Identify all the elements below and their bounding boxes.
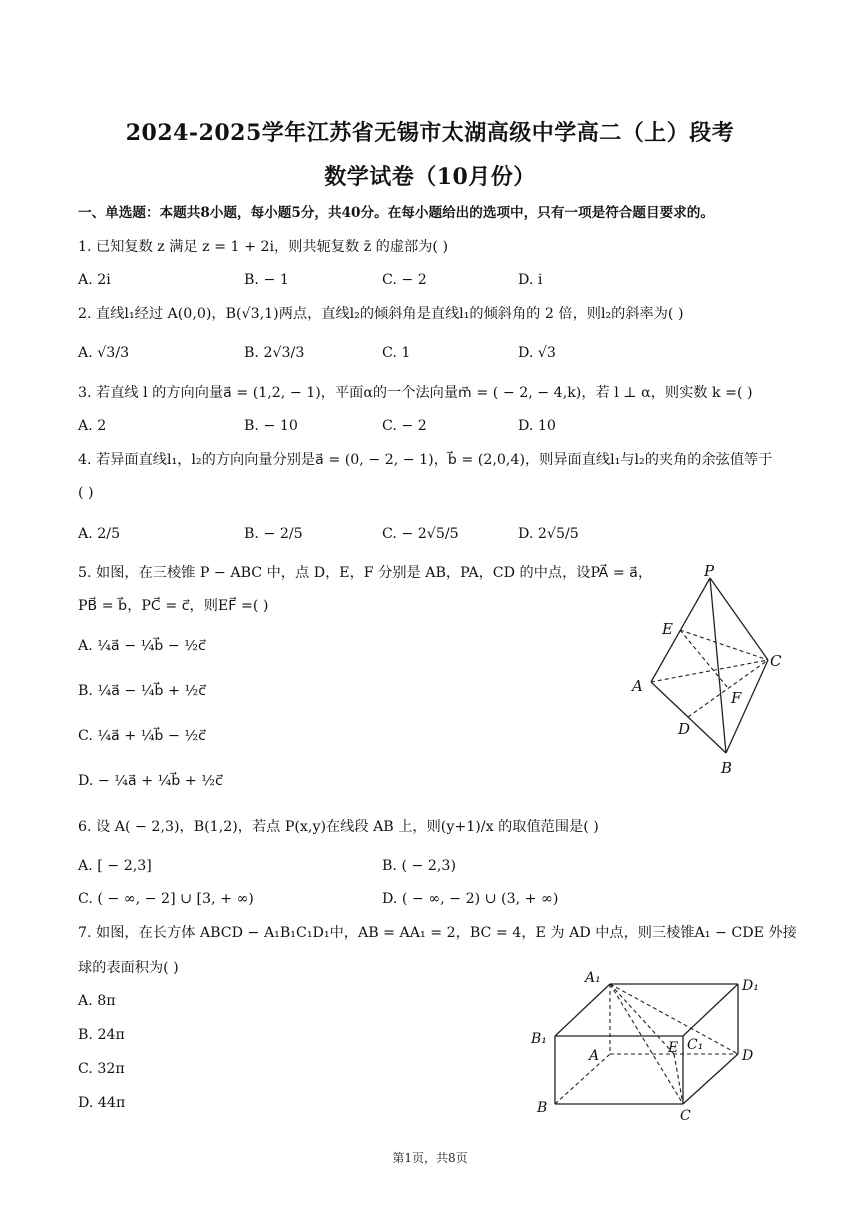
- label-D1: D₁: [742, 978, 759, 994]
- edge-AC: [651, 660, 768, 682]
- segment-DC: [688, 660, 768, 717]
- segment-A1E: [610, 984, 674, 1054]
- q3-option-c: C. − 2: [382, 418, 427, 434]
- exam-title-line2: 数学试卷（10月份）: [324, 164, 536, 190]
- q7-option-a: A. 8π: [78, 993, 116, 1009]
- label-C1: C₁: [687, 1037, 704, 1053]
- label-C: C: [770, 652, 782, 670]
- exam-title-line1: 2024-2025学年江苏省无锡市太湖高级中学高二（上）段考: [125, 120, 735, 146]
- q5-option-a: A. ¼a⃗ − ¼b⃗ − ½c⃗: [78, 638, 206, 654]
- label-B: B: [721, 759, 733, 777]
- cuboid-figure: [525, 962, 770, 1124]
- q6-option-a: A. [ − 2,3]: [78, 858, 152, 874]
- q2-stem: 2. 直线l₁经过 A(0,0)，B(√3,1)两点，直线l₂的倾斜角是直线l₁的倾斜角的 2 倍，则l₂的斜率为( ): [78, 306, 684, 322]
- label-F: F: [731, 689, 742, 707]
- q7-option-c: C. 32π: [78, 1061, 125, 1077]
- segment-EC: [680, 630, 768, 660]
- edge-PB: [710, 578, 726, 753]
- page-footer: 第1页，共8页: [392, 1151, 468, 1165]
- q7-option-d: D. 44π: [78, 1095, 126, 1111]
- label-A: A: [632, 677, 643, 695]
- q4-stem-continued: ( ): [78, 485, 94, 501]
- label-A1: A₁: [585, 970, 601, 986]
- q5-stem: 5. 如图，在三棱锥 P − ABC 中，点 D，E，F 分别是 AB，PA，CD 的中点，设PA⃗ = a⃗，: [78, 565, 653, 581]
- edge-AB: [651, 682, 726, 753]
- q1-option-c: C. − 2: [382, 272, 427, 288]
- q6-option-d: D. ( − ∞, − 2) ∪ (3, + ∞): [382, 891, 559, 907]
- pyramid-figure: [620, 560, 795, 778]
- q4-option-a: A. 2/5: [78, 526, 121, 542]
- section-heading: 一、单选题：本题共8小题，每小题5分，共40分。在每小题给出的选项中，只有一项是符合题目要求的。: [78, 205, 714, 221]
- q6-stem: 6. 设 A( − 2,3)，B(1,2)，若点 P(x,y)在线段 AB 上，则(y+1)/x 的取值范围是( ): [78, 819, 599, 835]
- q6-option-b: B. ( − 2,3): [382, 858, 456, 874]
- q3-option-d: D. 10: [518, 418, 556, 434]
- label-C: C: [680, 1108, 691, 1124]
- label-D: D: [678, 720, 691, 738]
- label-P: P: [704, 562, 715, 580]
- segment-EC: [674, 1054, 683, 1104]
- edge-BA: [555, 1054, 610, 1104]
- q5-option-c: C. ¼a⃗ + ¼b⃗ − ½c⃗: [78, 728, 206, 744]
- edge-B1A1: [555, 984, 610, 1036]
- q3-option-b: B. − 10: [244, 418, 298, 434]
- q4-option-c: C. − 2√5/5: [382, 526, 459, 542]
- q5-stem-continued: PB⃗ = b⃗，PC⃗ = c⃗，则EF⃗ =( ): [78, 598, 269, 614]
- q1-option-b: B. − 1: [244, 272, 289, 288]
- q2-option-c: C. 1: [382, 345, 411, 361]
- q2-option-a: A. √3/3: [78, 345, 130, 361]
- q3-stem: 3. 若直线 l 的方向向量a⃗ = (1,2, − 1)，平面α的一个法向量m⃗ = ( − 2, − 4,k)，若 l ⊥ α，则实数 k =( ): [78, 385, 753, 401]
- q2-option-d: D. √3: [518, 345, 556, 361]
- q3-option-a: A. 2: [78, 418, 107, 434]
- q1-stem: 1. 已知复数 z 满足 z = 1 + 2i，则共轭复数 z̄ 的虚部为( ): [78, 239, 449, 255]
- q5-option-b: B. ¼a⃗ − ¼b⃗ + ½c⃗: [78, 683, 207, 699]
- q7-stem-continued: 球的表面积为( ): [78, 960, 179, 976]
- segment-EF: [680, 630, 728, 688]
- label-E: E: [662, 620, 673, 638]
- edge-CD: [683, 1054, 738, 1104]
- q5-option-d: D. − ¼a⃗ + ¼b⃗ + ½c⃗: [78, 773, 223, 789]
- q7-stem: 7. 如图，在长方体 ABCD − A₁B₁C₁D₁中，AB = AA₁ = 2，BC = 4，E 为 AD 中点，则三棱锥A₁ − CDE 外接: [78, 925, 797, 941]
- q4-option-b: B. − 2/5: [244, 526, 303, 542]
- q7-option-b: B. 24π: [78, 1027, 125, 1043]
- edge-PC: [710, 578, 768, 660]
- label-B: B: [537, 1100, 548, 1116]
- q4-stem: 4. 若异面直线l₁，l₂的方向向量分别是a⃗ = (0, − 2, − 1)，b⃗ = (2,0,4)，则异面直线l₁与l₂的夹角的余弦值等于: [78, 452, 773, 468]
- q4-option-d: D. 2√5/5: [518, 526, 579, 542]
- q6-option-c: C. ( − ∞, − 2] ∪ [3, + ∞): [78, 891, 254, 907]
- label-A: A: [589, 1048, 600, 1064]
- q1-option-a: A. 2i: [78, 272, 111, 288]
- label-E: E: [668, 1040, 679, 1056]
- label-D: D: [742, 1048, 754, 1064]
- q1-option-d: D. i: [518, 272, 543, 288]
- q2-option-b: B. 2√3/3: [244, 345, 305, 361]
- label-B1: B₁: [531, 1031, 547, 1047]
